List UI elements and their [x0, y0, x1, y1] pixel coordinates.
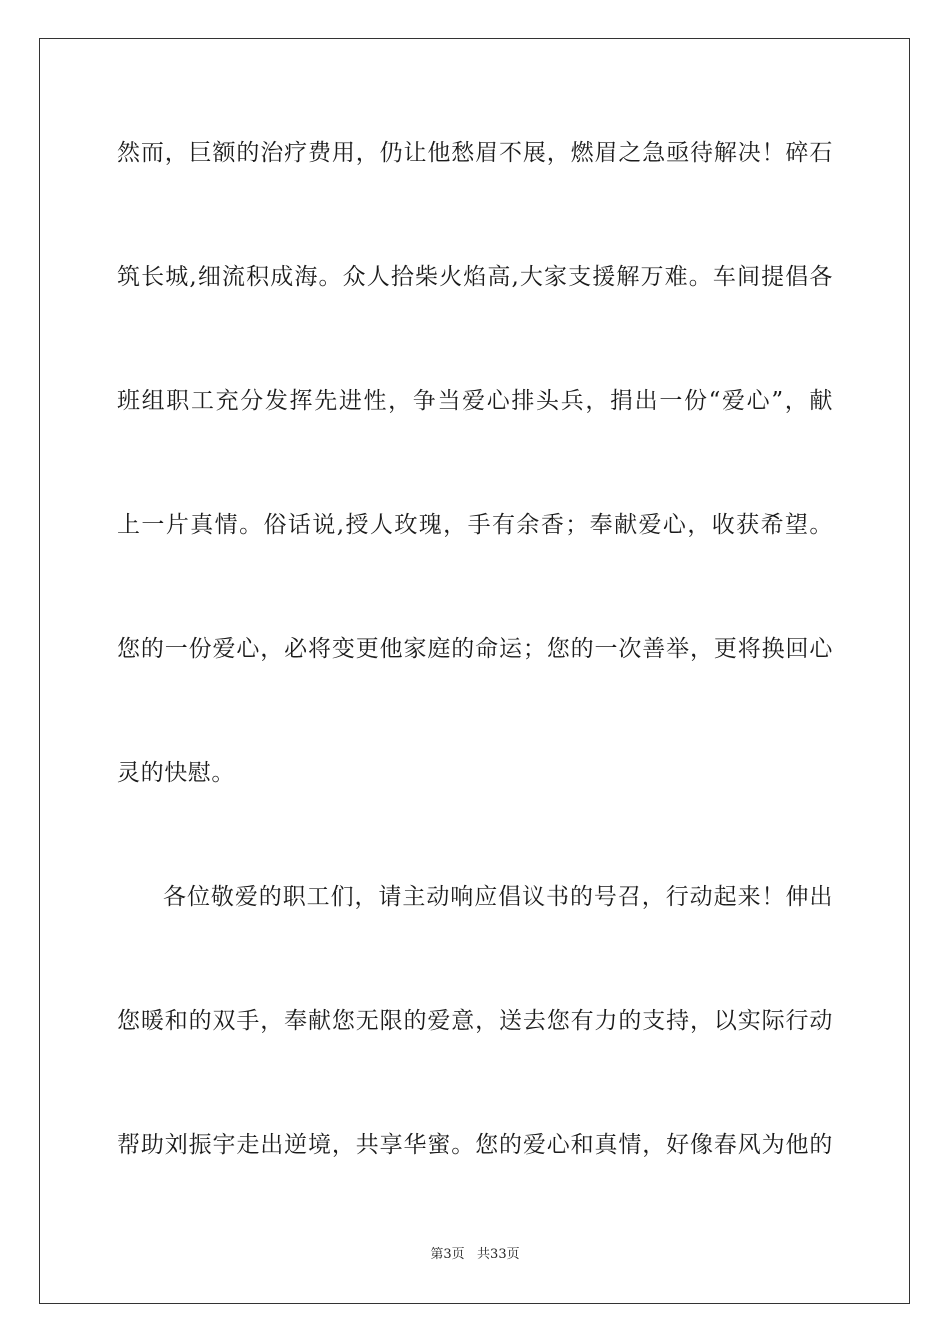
- body-line-1: 然而，巨额的治疗费用，仍让他愁眉不展，燃眉之急亟待解决！碎石: [117, 140, 833, 166]
- body-line-6: 灵的快慰。: [117, 760, 235, 786]
- page-footer: 第3页 共33页: [430, 1247, 520, 1262]
- body-line-2: 筑长城,细流积成海。众人拾柴火焰高,大家支援解万难。车间提倡各: [117, 264, 833, 290]
- page-border: [39, 38, 910, 1304]
- body-line-5: 您的一份爱心，必将变更他家庭的命运；您的一次善举，更将换回心: [117, 636, 833, 662]
- body-line-3: 班组职工充分发挥先进性，争当爱心排头兵，捐出一份“爱心”，献: [117, 388, 833, 414]
- body-line-7: 各位敬爱的职工们，请主动响应倡议书的号召，行动起来！伸出: [163, 884, 833, 910]
- body-line-8: 您暖和的双手，奉献您无限的爱意，送去您有力的支持，以实际行动: [117, 1008, 833, 1034]
- body-line-4: 上一片真情。俗话说,授人玫瑰，手有余香；奉献爱心，收获希望。: [117, 512, 833, 538]
- body-line-9: 帮助刘振宇走出逆境，共享华蜜。您的爱心和真情，好像春风为他的: [117, 1132, 833, 1158]
